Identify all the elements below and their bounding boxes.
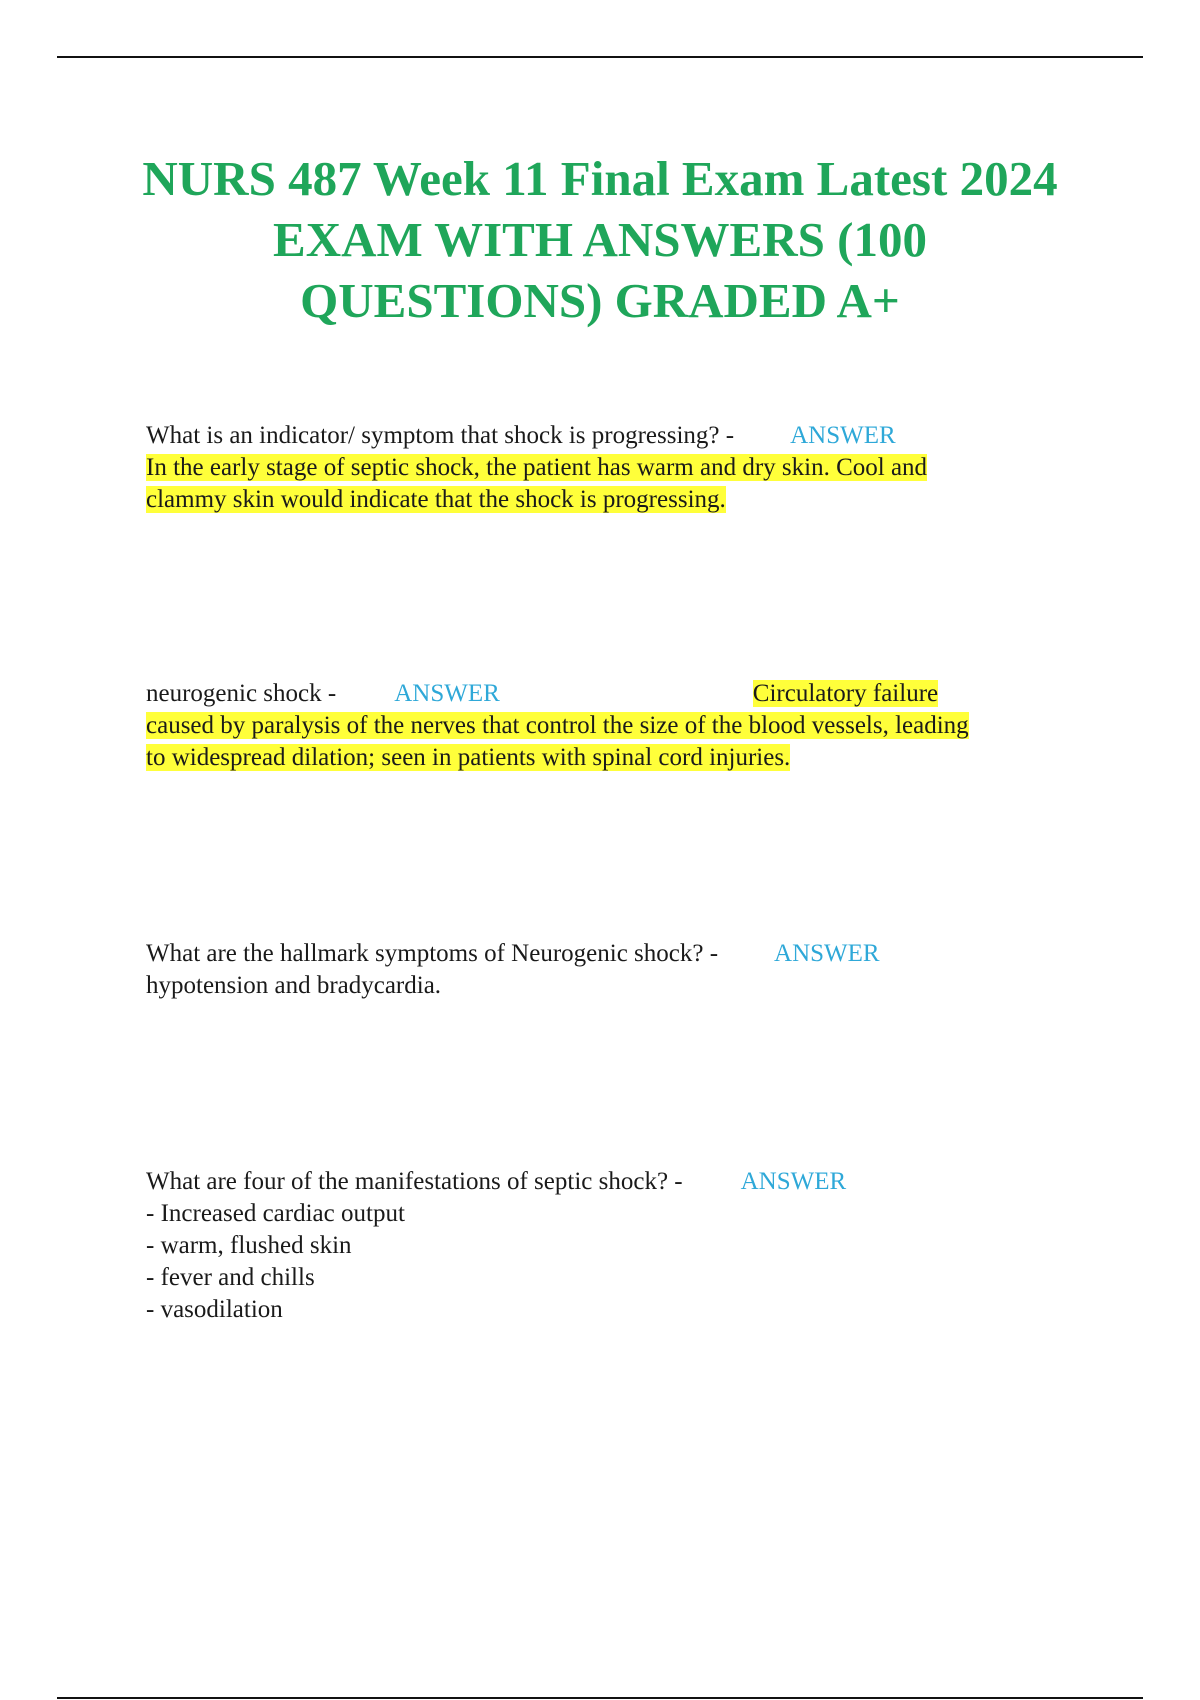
question-line — [146, 1166, 1076, 1198]
answer-text: clammy skin would indicate that the shock is progressing. — [146, 486, 726, 513]
answer-list-item: - Increased cardiac output — [146, 1200, 405, 1227]
answer-marker: ANSWER — [740, 1168, 847, 1195]
top-rule — [57, 56, 1143, 58]
document-title: NURS 487 Week 11 Final Exam Latest 2024 EXAM WITH ANSWERS (100 QUESTIONS) GRADED A+ — [142, 151, 1058, 328]
answer-marker: ANSWER — [790, 422, 896, 449]
qa-item — [146, 678, 1076, 774]
answer-text: caused by paralysis of the nerves that control the size of the blood vessels, leading — [146, 712, 969, 739]
qa-item — [146, 420, 1076, 516]
answer-list-item: - fever and chills — [146, 1264, 315, 1291]
question-line — [146, 678, 1076, 710]
answer-text: Circulatory failure — [752, 680, 939, 707]
question-text: What is an indicator/ symptom that shock is progressing? - — [146, 422, 735, 449]
question-text: neurogenic shock - — [146, 680, 337, 707]
question-text: What are the hallmark symptoms of Neurogenic shock? - — [146, 940, 719, 967]
answer-marker: ANSWER — [774, 940, 880, 967]
answer-text: hypotension and bradycardia. — [146, 972, 442, 999]
answer-list-item: - warm, flushed skin — [146, 1232, 352, 1259]
question-line — [146, 938, 1076, 970]
qa-item — [146, 938, 1076, 1002]
answer-text: to widespread dilation; seen in patients with spinal cord injuries. — [146, 744, 791, 771]
qa-item — [146, 1166, 1076, 1326]
question-line — [146, 420, 1076, 452]
question-text: What are four of the manifestations of septic shock? - — [146, 1168, 683, 1195]
bottom-rule — [57, 1697, 1143, 1699]
answer-text: In the early stage of septic shock, the patient has warm and dry skin. Cool and — [146, 454, 928, 481]
answer-marker: ANSWER — [394, 680, 500, 707]
answer-list-item: - vasodilation — [146, 1296, 283, 1323]
